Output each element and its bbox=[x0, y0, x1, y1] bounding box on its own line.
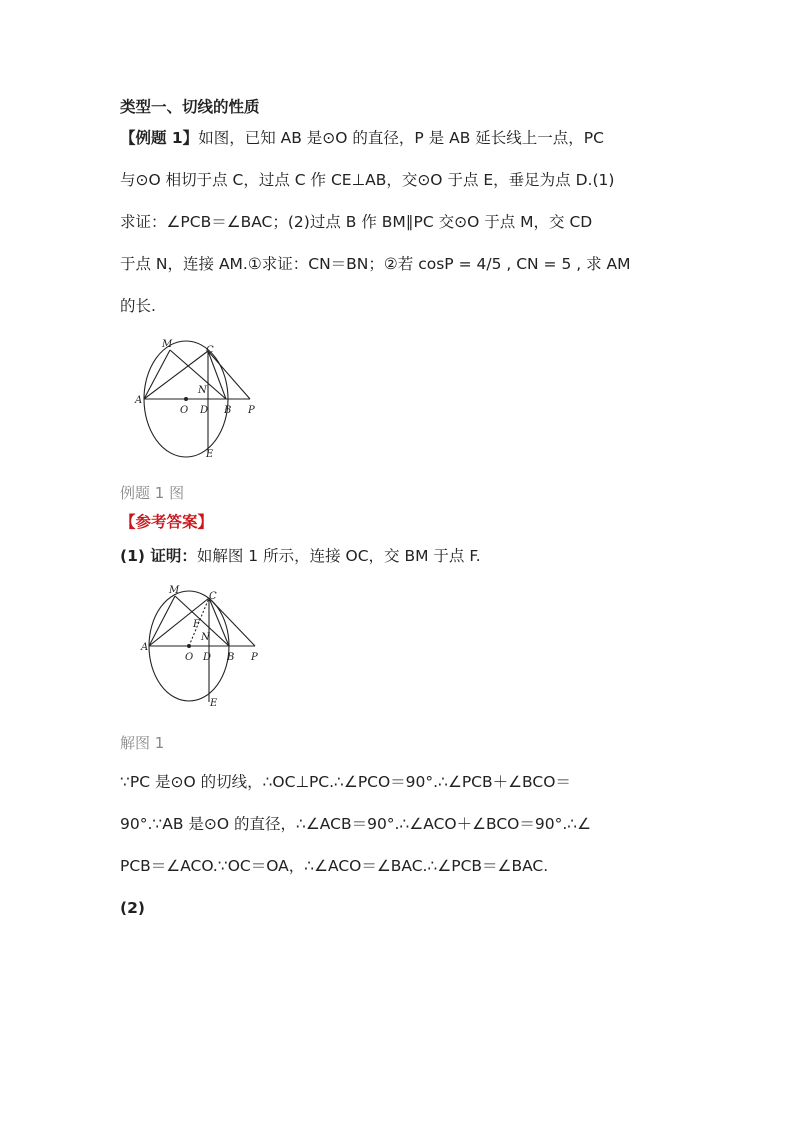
fig1-label-m: M bbox=[162, 339, 173, 350]
fig2-label-m: M bbox=[169, 585, 180, 596]
answer-part1-head: (1) 证明： bbox=[120, 547, 197, 565]
solution-figure bbox=[133, 582, 273, 712]
fig2-label-c: C bbox=[209, 591, 217, 602]
fig1-label-o: O bbox=[180, 405, 189, 416]
example-line-3: 求证：∠PCB＝∠BAC；(2)过点 B 作 BM∥PC 交⊙O 于点 M，交 CD bbox=[120, 213, 593, 231]
answer-part1-text: 如解图 1 所示，连接 OC，交 BM 于点 F. bbox=[196, 547, 481, 565]
example-line-2: 与⊙O 相切于点 C，过点 C 作 CE⊥AB，交⊙O 于点 E，垂足为点 D.(1) bbox=[120, 171, 615, 189]
fig1-label-n: N bbox=[198, 385, 207, 396]
fig2-label-n: N bbox=[201, 632, 210, 643]
fig2-label-o: O bbox=[185, 652, 194, 663]
answer-label: 【参考答案】 bbox=[120, 513, 214, 531]
part2-label: (2) bbox=[120, 899, 145, 917]
example-line-4: 于点 N，连接 AM.①求证：CN＝BN；②若 cosP = 4/5 , CN = 5 , 求 AM bbox=[120, 255, 631, 273]
fig2-label-d: D bbox=[203, 652, 212, 663]
fig1-label-e: E bbox=[206, 449, 214, 460]
fig2-label-f: F bbox=[193, 619, 200, 630]
center-dot bbox=[184, 397, 188, 401]
line-pc-2 bbox=[209, 598, 255, 646]
answer-part1-line bbox=[120, 545, 680, 567]
figure2-caption: 解图 1 bbox=[120, 734, 165, 752]
fig1-label-b: B bbox=[224, 405, 232, 416]
line-pc bbox=[208, 351, 250, 399]
example-line-5: 的长. bbox=[120, 297, 156, 315]
fig2-label-b: B bbox=[227, 652, 235, 663]
example-text: 如图，已知 AB 是⊙O 的直径，P 是 AB 延长线上一点，PC bbox=[198, 129, 604, 147]
figure1-caption: 例题 1 图 bbox=[120, 484, 185, 502]
example-figure bbox=[130, 335, 270, 465]
fig1-label-c: C bbox=[206, 345, 214, 356]
proof-line-2: 90°.∵AB 是⊙O 的直径，∴∠ACB＝90°.∴∠ACO＋∠BCO＝90°.∴∠ bbox=[120, 815, 592, 833]
fig1-label-d: D bbox=[200, 405, 209, 416]
fig1-label-p: P bbox=[248, 405, 255, 416]
center-dot-2 bbox=[187, 644, 191, 648]
fig2-label-e: E bbox=[210, 698, 218, 709]
fig2-label-a: A bbox=[141, 642, 149, 653]
line-cb-2 bbox=[209, 598, 229, 646]
proof-line-1: ∵PC 是⊙O 的切线，∴OC⊥PC.∴∠PCO＝90°.∴∠PCB＋∠BCO＝ bbox=[120, 773, 571, 791]
proof-line-3: PCB＝∠ACO.∵OC＝OA，∴∠ACO＝∠BAC.∴∠PCB＝∠BAC. bbox=[120, 857, 549, 875]
example-line-1 bbox=[120, 127, 680, 149]
line-ac-2 bbox=[149, 598, 209, 646]
section-title: 类型一、切线的性质 bbox=[120, 98, 260, 116]
fig1-label-a: A bbox=[135, 395, 143, 406]
fig2-label-p: P bbox=[251, 652, 258, 663]
example-label: 【例题 1】 bbox=[120, 129, 199, 147]
